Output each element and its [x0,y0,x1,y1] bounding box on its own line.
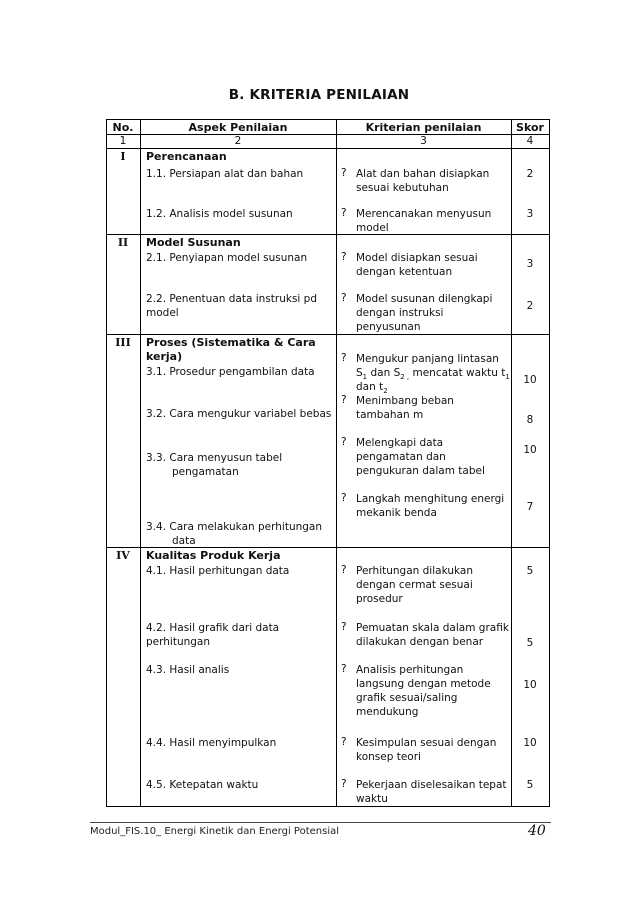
aspect-item: 2.2. Penentuan data instruksi pd [146,293,318,305]
criteria-text: penyusunan [356,321,421,333]
criteria-text: Pemuatan skala dalam grafik [356,622,509,634]
criteria-text: Merencanakan menyusun [356,208,492,220]
aspect-item: 2.1. Penyiapan model susunan [146,252,308,264]
bullet-icon: ? [341,167,347,179]
criteria-text: Model disiapkan sesuai [356,252,478,264]
criteria-text: Menimbang beban [356,395,454,407]
criteria-text: dengan instruksi [356,307,444,319]
aspect-item: 1.1. Persiapan alat dan bahan [146,168,304,180]
score-value: 8 [526,414,534,426]
aspect-item: 4.2. Hasil grafik dari data [146,622,280,634]
aspect-item: 4.1. Hasil perhitungan data [146,565,290,577]
criteria-text: dengan ketentuan [356,266,453,278]
row-number: II [117,236,129,249]
aspect-item: perhitungan [146,636,211,648]
score-value: 2 [526,168,534,180]
aspect-item: 3.4. Cara melakukan perhitungan [146,521,323,533]
aspect-item: data [172,535,196,547]
subscript: 1 [505,373,510,382]
criteria-fragment: dan t [356,381,384,393]
header-kriteria: Kriterian penilaian [365,121,482,134]
col-divider-kriteria [511,119,512,807]
aspect-item: pengamatan [172,466,239,478]
criteria-text: model [356,222,389,234]
criteria-text: mendukung [356,706,419,718]
bullet-icon: ? [341,292,347,304]
aspect-item: 4.5. Ketepatan waktu [146,779,259,791]
criteria-text: dengan cermat sesuai [356,579,473,591]
row-number: IV [116,549,130,562]
aspect-item: 4.4. Hasil menyimpulkan [146,737,277,749]
section-divider-ii [106,234,550,235]
bullet-icon: ? [341,778,347,790]
criteria-text: dilakukan dengan benar [356,636,484,648]
table-border-bottom [106,806,550,807]
criteria-text: Mengukur panjang lintasan [356,353,499,365]
row-number: I [120,150,126,163]
subscript: 1 [362,373,368,382]
header-skor: Skor [516,121,544,134]
bullet-icon: ? [341,492,347,504]
criteria-fragment: dan S [367,367,401,379]
page-number: 40 [528,823,546,839]
table-border-top [106,119,550,120]
table-border-left [106,119,107,807]
subscript: 2 , [400,373,410,382]
header-numbers-divider [106,148,550,149]
header-number-3: 3 [420,135,427,147]
criteria-text: tambahan m [356,409,424,421]
criteria-text: Perhitungan dilakukan [356,565,473,577]
header-number-2: 2 [234,135,242,147]
criteria-text: pengukuran dalam tabel [356,465,485,477]
score-value: 10 [523,679,537,691]
score-value: 5 [526,565,534,577]
footer-rule [90,822,551,823]
criteria-text: Analisis perhitungan [356,664,464,676]
criteria-fragment: mencatat waktu t [409,367,506,379]
score-value: 3 [526,208,534,220]
aspect-item: 3.3. Cara menyusun tabel [146,452,283,464]
header-number-1: 1 [119,135,127,147]
criteria-fragment: S [356,367,363,379]
aspect-item: model [146,307,179,319]
bullet-icon: ? [341,207,347,219]
col-divider-aspek [336,119,337,807]
section-title: Model Susunan [146,236,241,249]
section-divider-iii [106,334,550,335]
bullet-icon: ? [341,436,347,448]
criteria-text: konsep teori [356,751,421,763]
criteria-text: grafik sesuai/saling [356,692,458,704]
section-title: Kualitas Produk Kerja [146,549,281,562]
bullet-icon: ? [341,251,347,263]
page-title: B. KRITERIA PENILAIAN [228,87,410,103]
footer-module-title: Modul_FIS.10_ Energi Kinetik dan Energi Potensial [90,826,340,837]
criteria-text: pengamatan dan [356,451,446,463]
criteria-text: Pekerjaan diselesaikan tepat [356,779,507,791]
score-value: 2 [526,300,534,312]
section-title: Perencanaan [146,150,227,163]
criteria-text: Kesimpulan sesuai dengan [356,737,497,749]
section-title: kerja) [146,350,183,363]
criteria-text: Model susunan dilengkapi [356,293,493,305]
score-value: 10 [523,737,537,749]
criteria-text: prosedur [356,593,403,605]
criteria-text: mekanik benda [356,507,437,519]
bullet-icon: ? [341,564,347,576]
header-number-4: 4 [526,135,534,147]
score-value: 7 [526,501,534,513]
subscript: 2 [383,387,388,396]
aspect-item: 1.2. Analisis model susunan [146,208,293,220]
criteria-text: Alat dan bahan disiapkan [356,168,490,180]
score-value: 10 [523,374,537,386]
criteria-text: langsung dengan metode [356,678,491,690]
bullet-icon: ? [341,736,347,748]
bullet-icon: ? [341,394,347,406]
bullet-icon: ? [341,352,347,364]
score-value: 10 [523,444,537,456]
criteria-text: waktu [356,793,388,805]
bullet-icon: ? [341,663,347,675]
col-divider-no [140,119,141,807]
score-value: 5 [526,779,534,791]
header-aspek: Aspek Penilaian [188,121,288,134]
row-number: III [115,336,131,349]
aspect-item: 4.3. Hasil analis [146,664,230,676]
bullet-icon: ? [341,621,347,633]
section-title: Proses (Sistematika & Cara [146,336,316,349]
score-value: 3 [526,258,534,270]
table-border-right [549,119,550,807]
criteria-text: Melengkapi data [356,437,444,449]
score-value: 5 [526,637,534,649]
aspect-item: 3.1. Prosedur pengambilan data [146,366,315,378]
aspect-item: 3.2. Cara mengukur variabel bebas [146,408,332,420]
header-no: No. [112,121,134,134]
criteria-text: sesuai kebutuhan [356,182,449,194]
criteria-text: Langkah menghitung energi [356,493,505,505]
